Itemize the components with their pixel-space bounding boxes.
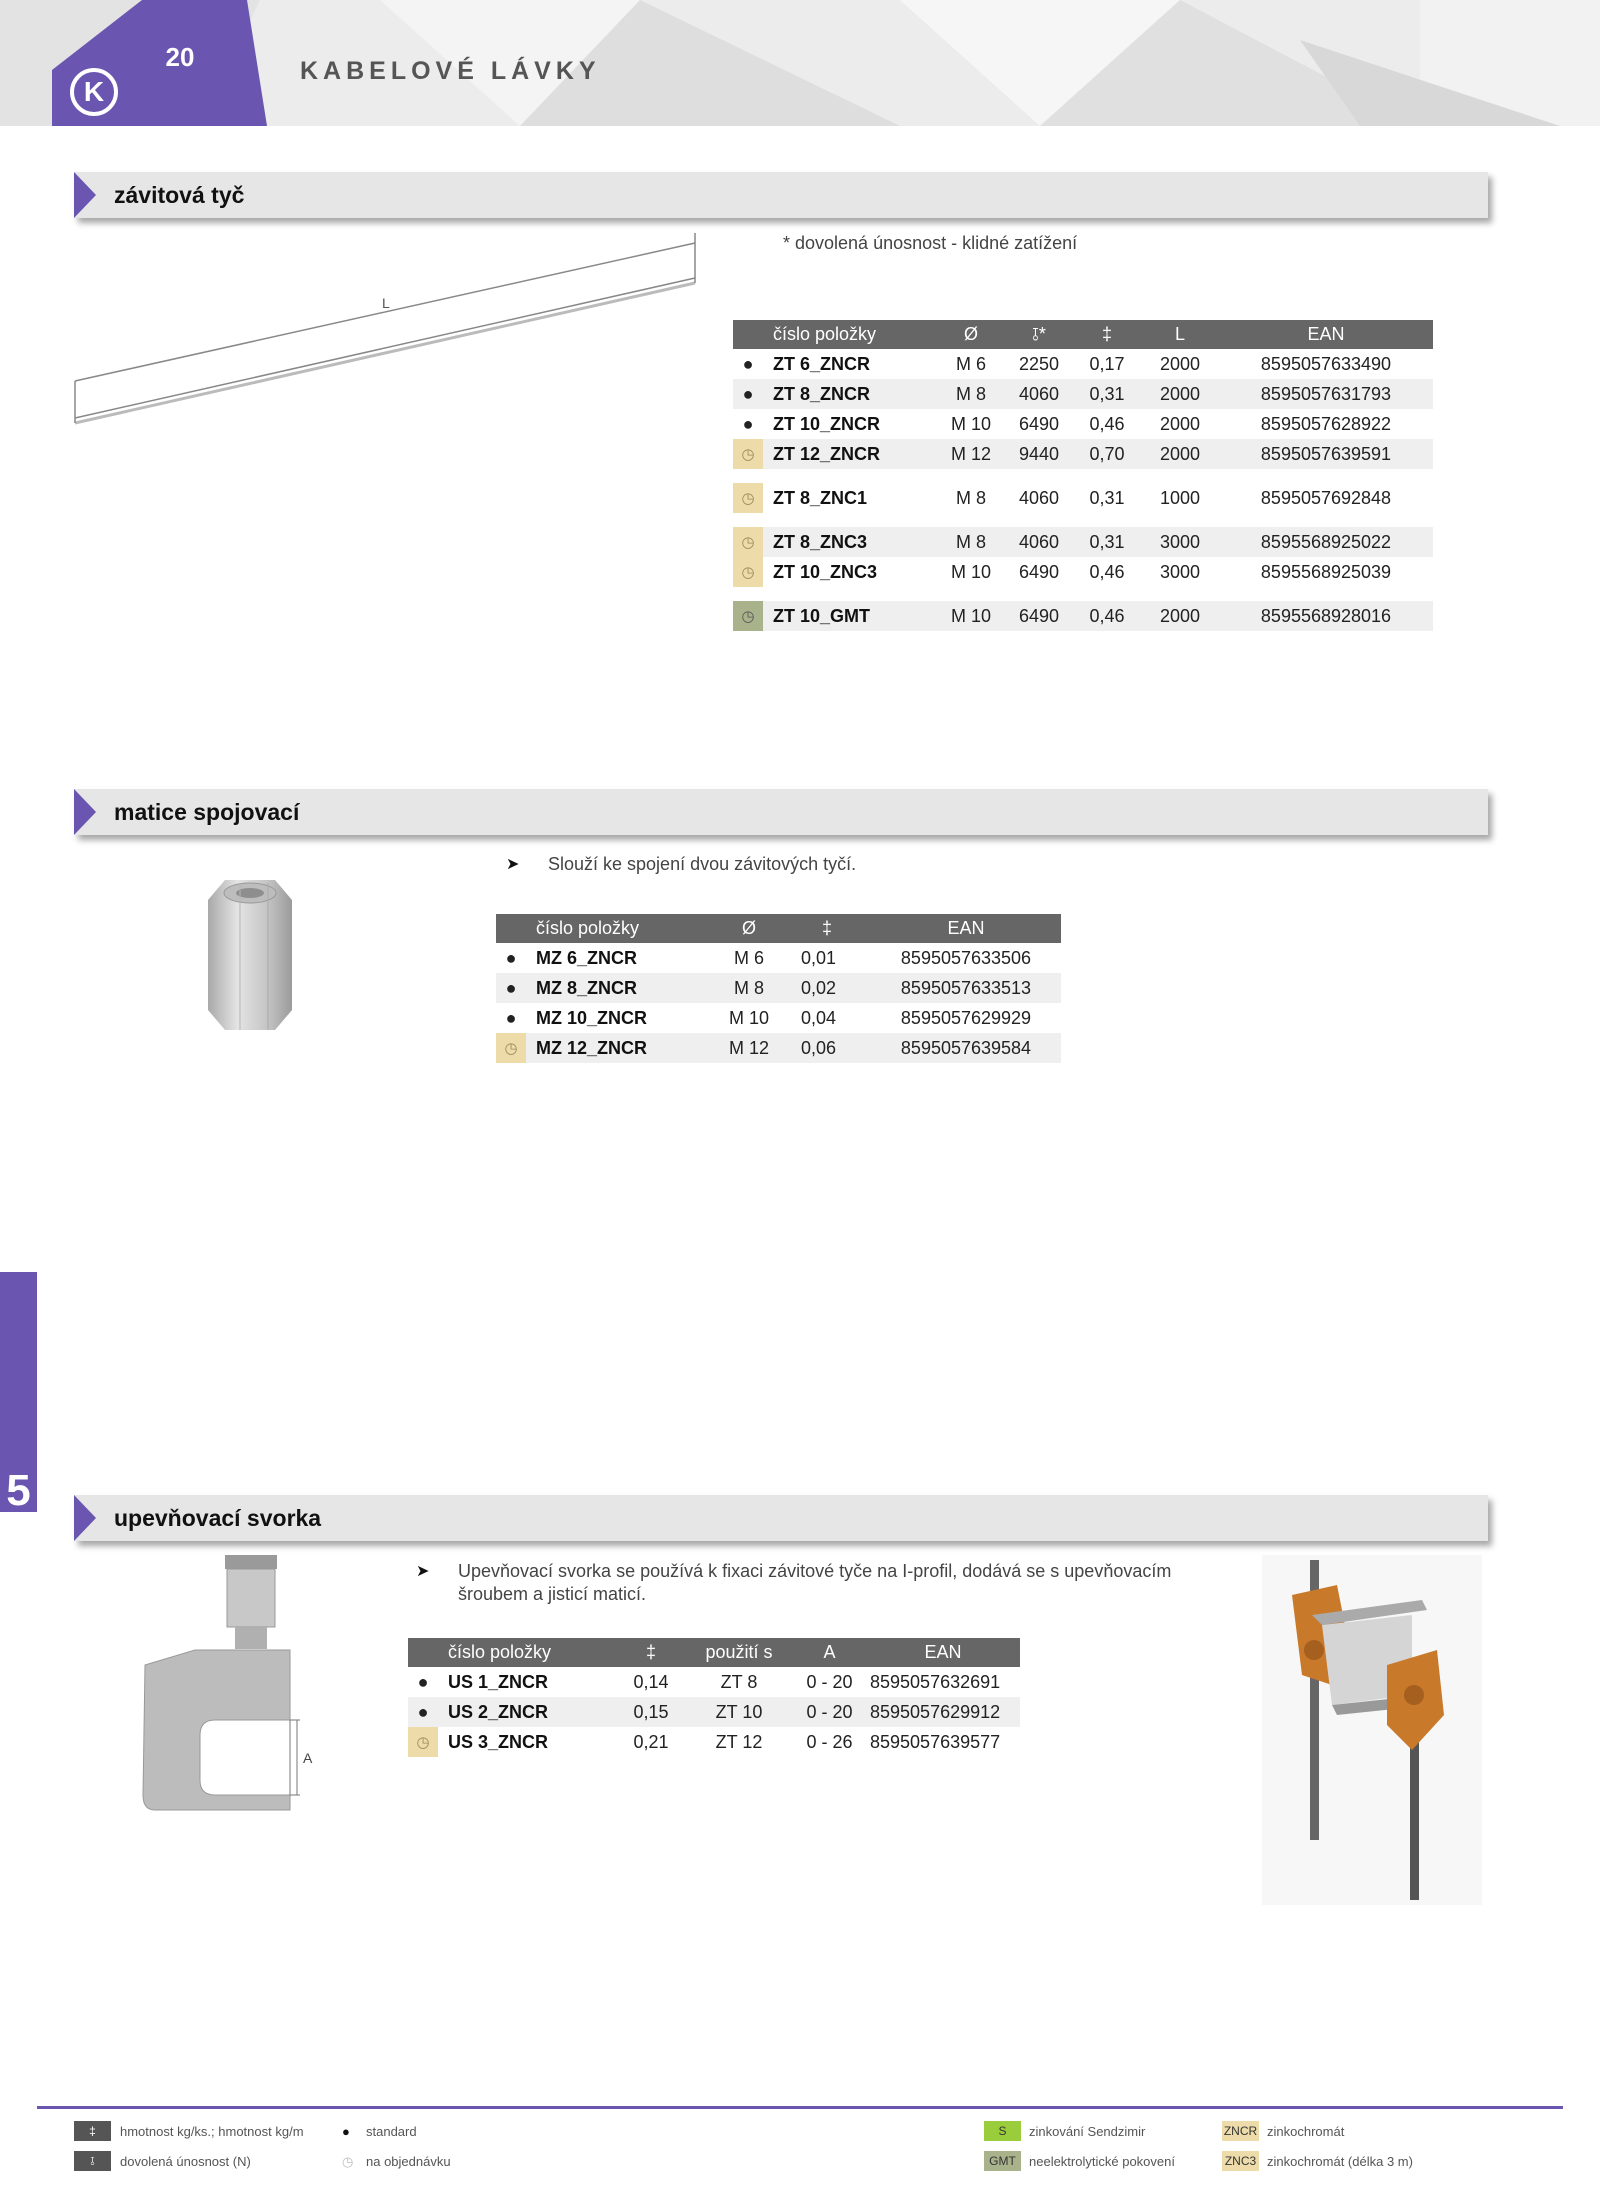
table-cell: 0,46 <box>1073 557 1141 587</box>
standard-icon: ● <box>408 1697 438 1727</box>
standard-icon: ● <box>733 349 763 379</box>
table-cell: M 12 <box>715 1033 783 1063</box>
table-row <box>733 601 1433 631</box>
table-cell: 2000 <box>1141 409 1219 439</box>
column-header: EAN <box>1219 320 1433 349</box>
table-cell: MZ 10_ZNCR <box>526 1003 715 1033</box>
column-header <box>496 914 526 943</box>
table-cell: M 10 <box>937 409 1005 439</box>
table-row <box>733 483 1433 513</box>
legend-weight: hmotnost kg/ks.; hmotnost kg/m <box>120 2124 304 2139</box>
table-row <box>496 973 1061 1003</box>
table-row <box>733 379 1433 409</box>
table-cell: ZT 12_ZNCR <box>763 439 937 469</box>
coupling-nut-table <box>496 914 1061 1063</box>
table-cell: 0,01 <box>783 943 871 973</box>
load-note: * dovolená únosnost - klidné zatížení <box>783 233 1078 253</box>
table-cell: M 6 <box>715 943 783 973</box>
table-cell: 2000 <box>1141 379 1219 409</box>
table-cell: 8595057639591 <box>1219 439 1433 469</box>
table-row <box>733 557 1433 587</box>
table-cell: 2000 <box>1141 601 1219 631</box>
table-row <box>408 1667 1020 1697</box>
table-cell: 8595057692848 <box>1219 483 1433 513</box>
table-cell: MZ 8_ZNCR <box>526 973 715 1003</box>
threaded-rod-table <box>733 320 1433 631</box>
column-header: ‡ <box>783 914 871 943</box>
section-marker-icon <box>74 789 96 835</box>
table-cell: ZT 8_ZNC1 <box>763 483 937 513</box>
legend-zncr: zinkochromát <box>1267 2124 1345 2139</box>
length-label: L <box>382 295 390 311</box>
table-cell: 8595568925022 <box>1219 527 1433 557</box>
legend-standard: standard <box>366 2124 417 2139</box>
table-cell: 8595057633506 <box>871 943 1061 973</box>
on-order-icon: ◷ <box>342 2154 354 2169</box>
standard-icon: ● <box>496 973 526 1003</box>
table-cell: 8595568928016 <box>1219 601 1433 631</box>
table-row <box>733 439 1433 469</box>
table-cell: 0,02 <box>783 973 871 1003</box>
standard-icon: ● <box>496 1003 526 1033</box>
table-cell: 8595057639577 <box>866 1727 1020 1757</box>
table-cell: 4060 <box>1005 527 1073 557</box>
on-order-icon: ◷ <box>733 483 763 513</box>
table-cell: 0,70 <box>1073 439 1141 469</box>
table-cell: MZ 12_ZNCR <box>526 1033 715 1063</box>
table-header-row <box>496 914 1061 943</box>
page-number: 20 <box>165 42 195 72</box>
table-cell: 0,46 <box>1073 601 1141 631</box>
table-cell: 8595057629912 <box>866 1697 1020 1727</box>
threaded-rod-drawing <box>70 228 710 428</box>
bullet-arrow-icon: ➤ <box>416 1563 430 1580</box>
table-cell: 4060 <box>1005 483 1073 513</box>
column-header <box>408 1638 438 1667</box>
standard-icon: ● <box>733 409 763 439</box>
table-cell: 4060 <box>1005 379 1073 409</box>
on-order-icon: ◷ <box>733 557 763 587</box>
table-cell: MZ 6_ZNCR <box>526 943 715 973</box>
table-cell: M 8 <box>937 379 1005 409</box>
table-cell: M 6 <box>937 349 1005 379</box>
table-row <box>733 349 1433 379</box>
legend-order: na objednávku <box>366 2154 451 2169</box>
table-cell: 0,14 <box>617 1667 685 1697</box>
table-cell: 0,46 <box>1073 409 1141 439</box>
column-header <box>733 320 763 349</box>
table-row <box>496 1033 1061 1063</box>
legend-s: zinkování Sendzimir <box>1029 2124 1146 2139</box>
gmt-badge: GMT <box>984 2151 1021 2171</box>
bullet-arrow-icon: ➤ <box>506 856 520 873</box>
znc3-badge: ZNC3 <box>1222 2151 1259 2171</box>
section-header-clamp <box>74 1495 1488 1541</box>
table-cell: 0,15 <box>617 1697 685 1727</box>
company-logo: K <box>70 68 118 116</box>
table-cell: 8595057639584 <box>871 1033 1061 1063</box>
column-header: EAN <box>871 914 1061 943</box>
load-icon: ⫱ <box>74 2151 111 2171</box>
table-cell: ZT 12 <box>685 1727 793 1757</box>
table-cell: 3000 <box>1141 557 1219 587</box>
table-cell: 3000 <box>1141 527 1219 557</box>
column-header: ⫱* <box>1005 320 1073 349</box>
table-cell: M 10 <box>937 601 1005 631</box>
table-cell: 8595057633490 <box>1219 349 1433 379</box>
standard-icon: ● <box>496 943 526 973</box>
on-order-icon: ◷ <box>408 1727 438 1757</box>
chapter-title: KABELOVÉ LÁVKY <box>300 57 601 85</box>
column-header: číslo položky <box>763 320 937 349</box>
column-header: číslo položky <box>438 1638 617 1667</box>
coupling-nut-image <box>200 875 300 1035</box>
table-cell: ZT 6_ZNCR <box>763 349 937 379</box>
table-row <box>733 409 1433 439</box>
chapter-side-number: 5 <box>6 1466 31 1515</box>
table-cell: 8595057631793 <box>1219 379 1433 409</box>
table-cell: 8595057629929 <box>871 1003 1061 1033</box>
table-cell: M 12 <box>937 439 1005 469</box>
zncr-badge: ZNCR <box>1222 2121 1259 2141</box>
clamp-drawing <box>115 1555 315 1820</box>
table-row <box>496 1003 1061 1033</box>
standard-icon: ● <box>342 2124 350 2139</box>
section-header-coupling-nut <box>74 789 1488 835</box>
table-cell: US 2_ZNCR <box>438 1697 617 1727</box>
section-header-threaded-rod <box>74 172 1488 218</box>
on-order-icon: ◷ <box>733 601 763 631</box>
table-row <box>496 943 1061 973</box>
column-header: Ø <box>715 914 783 943</box>
table-cell: 1000 <box>1141 483 1219 513</box>
table-cell: ZT 8 <box>685 1667 793 1697</box>
section-title: závitová tyč <box>114 182 245 208</box>
section-marker-icon <box>74 172 96 218</box>
table-cell: 8595057633513 <box>871 973 1061 1003</box>
weight-icon: ‡ <box>74 2121 111 2141</box>
table-cell: 0,31 <box>1073 527 1141 557</box>
table-cell: 0,17 <box>1073 349 1141 379</box>
table-cell: 6490 <box>1005 557 1073 587</box>
column-header: ‡ <box>617 1638 685 1667</box>
table-cell: ZT 8_ZNC3 <box>763 527 937 557</box>
standard-icon: ● <box>733 379 763 409</box>
on-order-icon: ◷ <box>733 439 763 469</box>
table-row <box>408 1727 1020 1757</box>
section-title: upevňovací svorka <box>114 1505 322 1531</box>
table-cell: 6490 <box>1005 601 1073 631</box>
table-cell: 0 - 20 <box>793 1667 866 1697</box>
column-header: A <box>793 1638 866 1667</box>
column-header: ‡ <box>1073 320 1141 349</box>
table-cell: US 3_ZNCR <box>438 1727 617 1757</box>
table-cell: M 8 <box>937 527 1005 557</box>
column-header: Ø <box>937 320 1005 349</box>
table-cell: M 10 <box>937 557 1005 587</box>
s-badge: S <box>984 2121 1021 2141</box>
clamp-table <box>408 1638 1020 1757</box>
table-cell: 0,06 <box>783 1033 871 1063</box>
column-header: EAN <box>866 1638 1020 1667</box>
clamp-photo <box>1262 1555 1482 1905</box>
table-cell: 0 - 20 <box>793 1697 866 1727</box>
column-header: L <box>1141 320 1219 349</box>
table-row <box>733 527 1433 557</box>
table-cell: US 1_ZNCR <box>438 1667 617 1697</box>
table-cell: ZT 10_ZNC3 <box>763 557 937 587</box>
table-cell: 2000 <box>1141 439 1219 469</box>
table-cell: ZT 8_ZNCR <box>763 379 937 409</box>
dimension-label: A <box>303 1750 313 1766</box>
standard-icon: ● <box>408 1667 438 1697</box>
on-order-icon: ◷ <box>733 527 763 557</box>
table-header-row <box>733 320 1433 349</box>
table-cell: 0,21 <box>617 1727 685 1757</box>
on-order-icon: ◷ <box>496 1033 526 1063</box>
table-cell: M 8 <box>715 973 783 1003</box>
legend-znc3: zinkochromát (délka 3 m) <box>1267 2154 1413 2169</box>
column-header: použití s <box>685 1638 793 1667</box>
table-cell: 0 - 26 <box>793 1727 866 1757</box>
table-cell: 8595057628922 <box>1219 409 1433 439</box>
footer-divider <box>37 2106 1563 2109</box>
table-cell: M 8 <box>937 483 1005 513</box>
legend-load: dovolená únosnost (N) <box>120 2154 251 2169</box>
table-cell: 2250 <box>1005 349 1073 379</box>
table-cell: ZT 10 <box>685 1697 793 1727</box>
table-cell: 0,04 <box>783 1003 871 1033</box>
coupling-nut-description: ➤ Slouží ke spojení dvou závitových tyčí. <box>506 854 857 874</box>
column-header: číslo položky <box>526 914 715 943</box>
table-cell: ZT 10_GMT <box>763 601 937 631</box>
table-cell: 0,31 <box>1073 379 1141 409</box>
table-cell: 9440 <box>1005 439 1073 469</box>
table-header-row <box>408 1638 1020 1667</box>
table-cell: ZT 10_ZNCR <box>763 409 937 439</box>
section-title: matice spojovací <box>114 799 300 825</box>
table-cell: 2000 <box>1141 349 1219 379</box>
table-row <box>408 1697 1020 1727</box>
table-cell: 6490 <box>1005 409 1073 439</box>
table-cell <box>733 469 1433 483</box>
table-cell <box>733 513 1433 527</box>
table-cell: 8595057632691 <box>866 1667 1020 1697</box>
table-cell: M 10 <box>715 1003 783 1033</box>
legend-gmt: neelektrolytické pokovení <box>1029 2154 1175 2169</box>
clamp-description: ➤ Upevňovací svorka se používá k fixaci závitové tyče na I-profil, dodává se s upevňovacím šroubem a jisticí maticí. <box>416 1561 1172 1604</box>
section-marker-icon <box>74 1495 96 1541</box>
table-cell: 8595568925039 <box>1219 557 1433 587</box>
table-cell: 0,31 <box>1073 483 1141 513</box>
table-cell <box>733 587 1433 601</box>
